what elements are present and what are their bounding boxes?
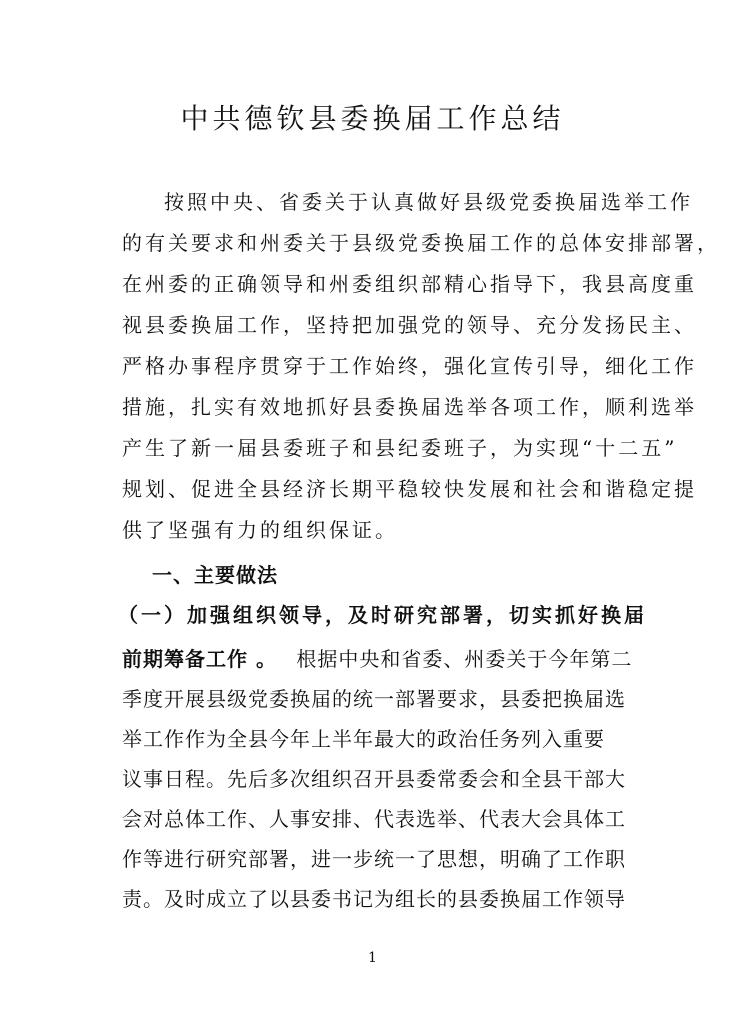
subsection-line: 举工作作为全县今年上半年最大的政治任务列入重要 — [122, 727, 605, 751]
intro-line: 严格办事程序贯穿于工作始终，强化宣传引导，细化工作 — [122, 354, 697, 378]
subsection-line: 季度开展县级党委换届的统一部署要求，县委把换届选 — [122, 687, 626, 711]
subsection-line: 作等进行研究部署，进一步统一了思想，明确了工作职 — [122, 847, 626, 871]
subsection-heading-line: （一）加强组织领导，及时研究部署，切实抓好换届 — [118, 603, 647, 627]
intro-line: 按照中央、省委关于认真做好县级党委换届选举工作 — [164, 190, 693, 214]
intro-line: 产生了新一届县委班子和县纪委班子，为实现“十二五” — [122, 436, 678, 460]
subsection-line: 责。及时成立了以县委书记为组长的县委换届工作领导 — [122, 887, 626, 911]
intro-line: 规划、促进全县经济长期平稳较快发展和社会和谐稳定提 — [122, 477, 697, 501]
intro-line: 在州委的正确领导和州委组织部精心指导下，我县高度重 — [122, 272, 697, 296]
subsection-line — [122, 645, 632, 673]
subsection-line: 会对总体工作、人事安排、代表选举、代表大会具体工 — [122, 807, 626, 831]
subsection-heading-continuation: 前期筹备工作 。 — [122, 647, 277, 671]
subsection-text-start: 根据中央和省委、州委关于今年第二 — [296, 647, 633, 671]
intro-line: 视县委换届工作，坚持把加强党的领导、充分发扬民主、 — [122, 313, 697, 337]
subsection-line: 议事日程。先后多次组织召开县委常委会和全县干部大 — [122, 767, 626, 791]
intro-line: 的有关要求和州委关于县级党委换届工作的总体安排部署， — [122, 231, 720, 255]
document-title: 中共德钦县委换届工作总结 — [180, 102, 565, 135]
page-number: 1 — [368, 950, 377, 966]
intro-line: 措施，扎实有效地抓好县委换届选举各项工作，顺利选举 — [122, 395, 697, 419]
section-heading: 一、主要做法 — [152, 563, 278, 587]
intro-line: 供了坚强有力的组织保证。 — [122, 518, 398, 542]
